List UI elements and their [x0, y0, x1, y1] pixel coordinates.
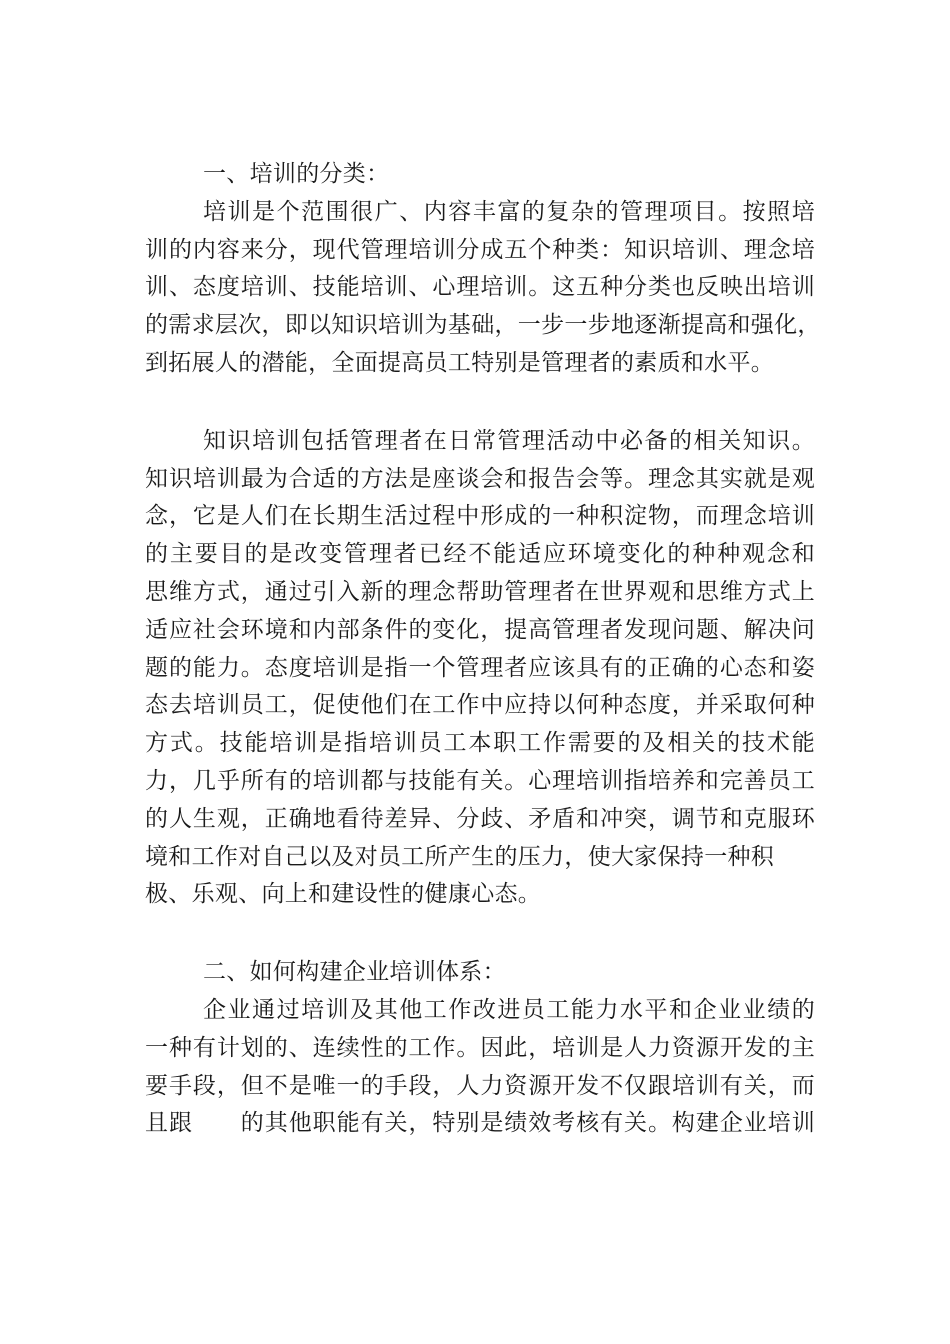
paragraph-line: 企业通过培训及其他工作改进员工能力水平和企业业绩的: [203, 996, 815, 1023]
paragraph-line: 培训是个范围很广、内容丰富的复杂的管理项目。按照培: [203, 198, 815, 225]
paragraph-line: 的需求层次，即以知识培训为基础，一步一步地逐渐提高和强化，: [145, 312, 821, 339]
section-heading-1: 一、培训的分类：: [203, 161, 390, 187]
paragraph-line: 思维方式，通过引入新的理念帮助管理者在世界观和思维方式上: [145, 578, 815, 605]
paragraph-line: 力，几乎所有的培训都与技能有关。心理培训指培养和完善员工: [145, 767, 815, 794]
paragraph-line: 方式。技能培训是指培训员工本职工作需要的及相关的技术能: [145, 730, 815, 757]
paragraph-gap: [145, 383, 815, 423]
paragraph-line: 的主要目的是改变管理者已经不能适应环境变化的种种观念和: [145, 541, 815, 568]
paragraph-2: [145, 423, 815, 914]
paragraph-line: 题的能力。态度培训是指一个管理者应该具有的正确的心态和姿: [145, 654, 815, 681]
section-heading-2: 二、如何构建企业培训体系：: [203, 959, 506, 986]
paragraph-line: 适应社会环境和内部条件的变化，提高管理者发现问题、解决问: [145, 616, 815, 643]
document-body: [145, 156, 821, 1143]
paragraph-line: 的人生观，正确地看待差异、分歧、矛盾和冲突，调节和克服环: [145, 805, 815, 832]
paragraph-line: 念，它是人们在长期生活过程中形成的一种积淀物，而理念培训: [145, 503, 815, 530]
paragraph-line: 训的内容来分，现代管理培训分成五个种类：知识培训、理念培: [145, 236, 815, 263]
paragraph-3: [145, 992, 815, 1143]
paragraph-line: 知识培训包括管理者在日常管理活动中必备的相关知识。: [203, 427, 815, 454]
paragraph-line: 训、态度培训、技能培训、心理培训。这五种分类也反映出培训: [145, 274, 815, 301]
paragraph-line: 且跟 的其他职能有关，特别是绩效考核有关。构建企业培训: [145, 1110, 815, 1137]
paragraph-line: 一种有计划的、连续性的工作。因此，培训是人力资源开发的主: [145, 1034, 815, 1061]
paragraph-line: 到拓展人的潜能，全面提高员工特别是管理者的素质和水平。: [145, 349, 775, 376]
paragraph-1: [145, 194, 821, 383]
paragraph-gap: [145, 914, 815, 954]
paragraph-line: 境和工作对自己以及对员工所产生的压力，使大家保持一种积: [145, 843, 775, 870]
paragraph-line: 态去培训员工，促使他们在工作中应持以何种态度，并采取何种: [145, 692, 815, 719]
paragraph-line: 极、乐观、向上和建设性的健康心态。: [145, 881, 542, 908]
paragraph-line: 要手段，但不是唯一的手段，人力资源开发不仅跟培训有关，而: [145, 1072, 815, 1099]
paragraph-line: 知识培训最为合适的方法是座谈会和报告会等。理念其实就是观: [145, 465, 815, 492]
